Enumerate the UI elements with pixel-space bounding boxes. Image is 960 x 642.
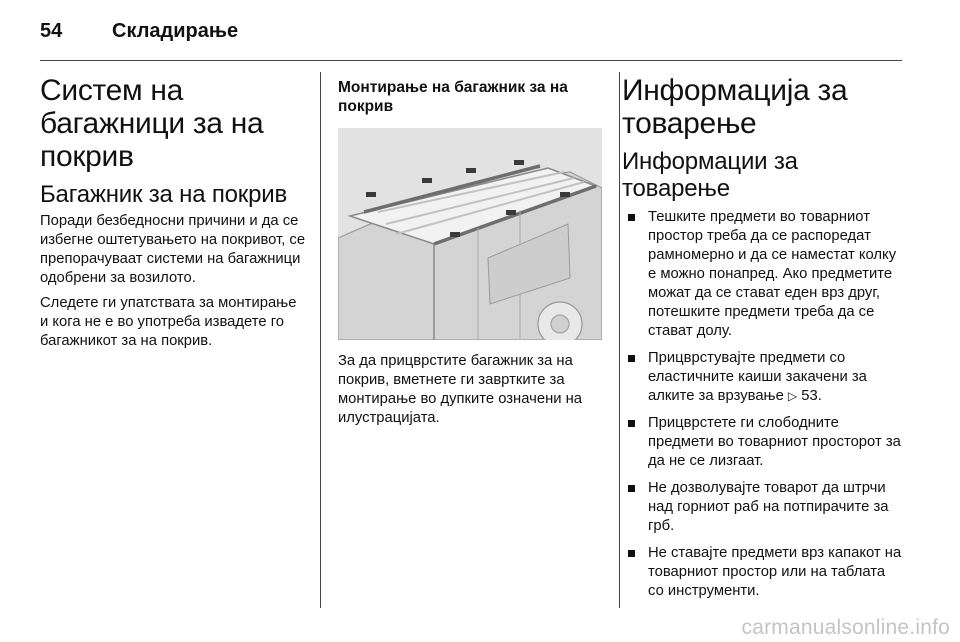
running-title: Складирање [112,19,239,42]
column-divider-right [619,72,620,608]
bullet-square-icon [628,214,635,221]
paragraph: Поради безбедносни причини и да се избегне оштетувањето на покривот, се препорачуваат системи на багажници одобрени за возилото. [40,213,306,286]
column-roof-rack-mounting [338,74,604,434]
column-loading-information [622,74,904,609]
section-subtitle: Информации за товарење [622,148,798,202]
page-reference[interactable]: 53. [801,388,822,404]
column-roof-rack-system [40,74,308,357]
list-item: Прицврстувајте предмети со еластичните каиши закачени за алките за врзување ▷ 53. [622,349,904,406]
section-title: Систем на багажници за на покрив [40,74,264,173]
list-item: Тешките предмети во товарниот простор треба да се распоредат рамномерно и да се наместат колку е можно понапред. Ако предметите можат да се стават еден врз друг, потешките предмети треба да се стават долу. [622,208,904,341]
header-rule [40,60,902,61]
list-item: Прицврстете ги слободните предмети во товарниот просторот за да не се лизгаат. [622,414,904,471]
section-subtitle: Багажник за на покрив [40,181,287,208]
watermark: carmanualsonline.info [741,616,950,639]
page-number: 54 [40,19,63,42]
loading-bullet-list [622,208,904,601]
van-roof-illustration [338,128,602,340]
section-title: Информација за товарење [622,74,848,140]
bullet-square-icon [628,420,635,427]
bullet-square-icon [628,550,635,557]
figure-caption: За да прицврстите багажник за на покрив, вметнете ги завртките за монтирање во дупките означени на илустрацијата. [338,353,583,426]
bullet-square-icon [628,485,635,492]
bullet-square-icon [628,355,635,362]
subsection-heading: Монтирање на багажник за на покрив [338,79,568,115]
list-item: Не ставајте предмети врз капакот на товарниот простор или на таблата со инструменти. [622,544,904,601]
page-header [40,16,238,46]
column-divider-left [320,72,321,608]
arrow-reference-icon: ▷ [787,389,798,403]
list-item: Не дозволувајте товарот да штрчи над горниот раб на потпирачите за грб. [622,479,904,536]
paragraph: Следете ги упатствата за монтирање и кога не е во употреба извадете го багажникот за на покрив. [40,295,297,349]
